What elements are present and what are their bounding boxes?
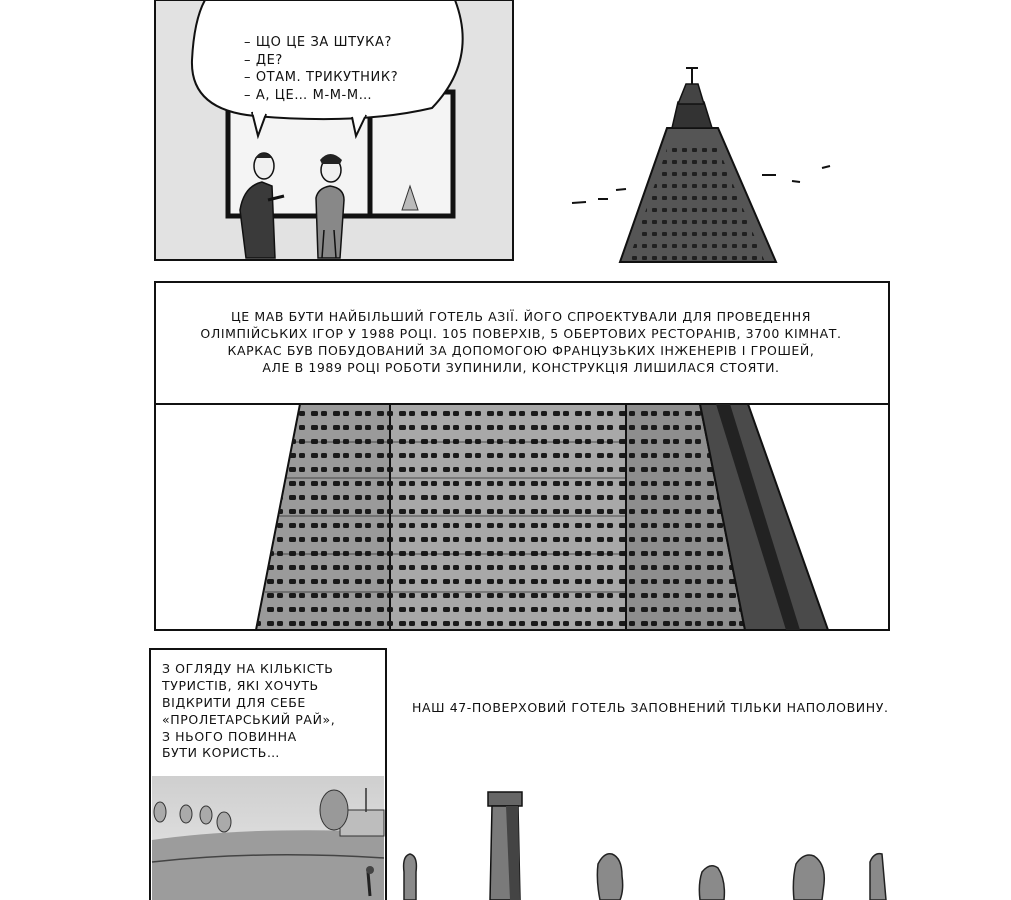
- panel-5-caption: [412, 700, 889, 717]
- caption-text: НАШ 47-ПОВЕРХОВИЙ ГОТЕЛЬ ЗАПОВНЕНИЙ ТІЛЬКИ НАПОЛОВИНУ.: [412, 700, 889, 715]
- hotel-facade-closeup: [256, 404, 828, 630]
- panel-4-caption: [162, 661, 335, 762]
- caption-line: ОЛІМПІЙСЬКИХ ІГОР У 1988 РОЦІ. 105 ПОВЕРХІВ, 5 ОБЕРТОВИХ РЕСТОРАНІВ, 3700 КІМНАТ.: [200, 325, 842, 341]
- obelisk: [488, 792, 522, 900]
- caption-line: «ПРОЛЕТАРСЬКИЙ РАЙ»,: [162, 711, 336, 727]
- trees: [404, 854, 886, 900]
- speech-line: – ОТАМ. ТРИКУТНИК?: [244, 70, 399, 86]
- caption-line: ВІДКРИТИ ДЛЯ СЕБЕ: [162, 694, 306, 710]
- speech-bubble-text: [244, 34, 398, 104]
- speech-line: – А, ЦЕ… М-М-М…: [244, 87, 373, 103]
- caption-line: КАРКАС БУВ ПОБУДОВАНИЙ ЗА ДОПОМОГОЮ ФРАНЦУЗЬКИХ ІНЖЕНЕРІВ І ГРОШЕЙ,: [227, 342, 815, 358]
- ryugyong-distant: [620, 68, 776, 262]
- caption-line: З ОГЛЯДУ НА КІЛЬКІСТЬ: [162, 661, 334, 676]
- caption-line: БУТИ КОРИСТЬ…: [162, 745, 280, 761]
- caption-line: ЦЕ МАВ БУТИ НАЙБІЛЬШИЙ ГОТЕЛЬ АЗІЇ. ЙОГО СПРОЕКТУВАЛИ ДЛЯ ПРОВЕДЕННЯ: [230, 309, 812, 324]
- caption-line: З НЬОГО ПОВИННА: [162, 728, 297, 744]
- speech-line: – ЩО ЦЕ ЗА ШТУКА?: [244, 35, 393, 50]
- panel-3-caption: [174, 309, 868, 377]
- panel-5: [404, 792, 886, 900]
- caption-line: ТУРИСТІВ, ЯКІ ХОЧУТЬ: [162, 677, 319, 693]
- caption-line: АЛЕ В 1989 РОЦІ РОБОТИ ЗУПИНИЛИ, КОНСТРУКЦІЯ ЛИШИЛАСЯ СТОЯТИ.: [262, 359, 780, 375]
- panel-2: [572, 68, 830, 262]
- speech-line: – ДЕ?: [244, 52, 283, 68]
